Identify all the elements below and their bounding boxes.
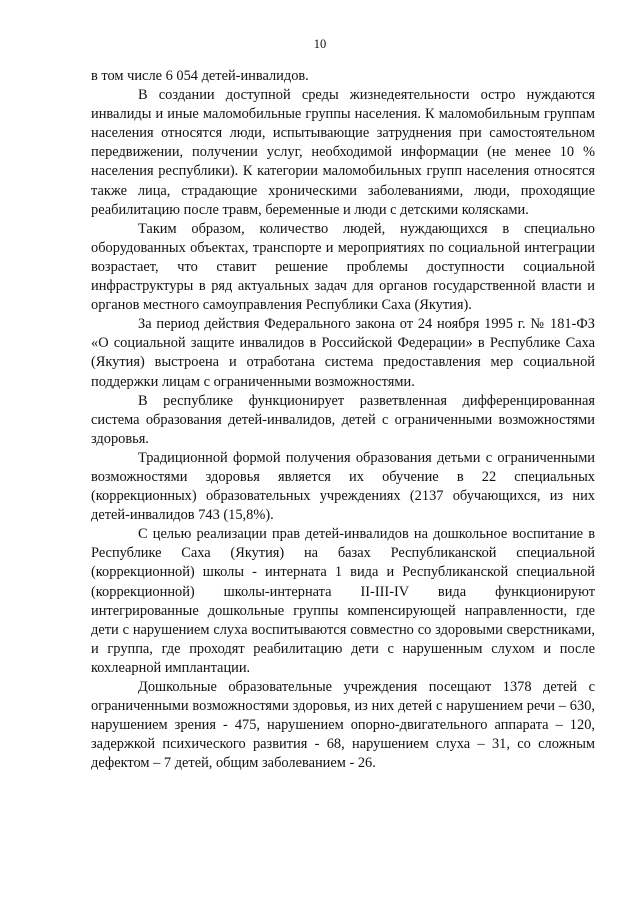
paragraph-special-schools: Традиционной формой получения образования детьми с ограниченными возможностями здоровья является их обучение в 22 специальных (коррекционных) образовательных учреждениях (2137 обучающихся, из них детей-инвалидов 743 (15,8%). — [91, 449, 595, 524]
paragraph-preschool-statistics: Дошкольные образовательные учреждения посещают 1378 детей с ограниченными возможностями здоровья, из них детей с нарушением речи – 630, нарушением зрения - 475, нарушением опорно-двигательного аппарата – 120, задержкой психического развития - 68, нарушением слуха – 31, со сложным дефектом – 7 детей, общим заболеванием - 26. — [91, 679, 595, 772]
paragraph-education-system: В республике функционирует разветвленная дифференцированная система образования детей-инвалидов, детей с ограниченными возможностями здоровья. — [91, 392, 595, 447]
document-body — [91, 67, 595, 773]
paragraph-preschool-groups: С целью реализации прав детей-инвалидов на дошкольное воспитание в Республике Саха (Якутия) на базах Республиканской специальной (коррекционной) школы - интерната 1 вида и Республиканской специальной (коррекционной) школы-интерната II-III-IV вида функционируют интегрированные дошкольные группы компенсирующей направленности, где дети с нарушением слуха воспитываются совместно со здоровыми сверстниками, и группа, где проходят реабилитацию дети с нарушенным слухом и после кохлеарной имплантации. — [91, 526, 595, 676]
paragraph-continuation: в том числе 6 054 детей-инвалидов. — [91, 68, 309, 84]
page-number: 10 — [313, 37, 327, 51]
paragraph-social-integration: Таким образом, количество людей, нуждающихся в специально оборудованных объектах, транспорте и мероприятиях по социальной интеграции возрастает, что ставит решение проблемы доступности социальной инфраструктуры в ряд актуальных задач для органов государственной власти и органов местного самоуправления Республики Саха (Якутия). — [91, 220, 595, 314]
paragraph-federal-law: За период действия Федерального закона от 24 ноября 1995 г. № 181-ФЗ «О социальной защите инвалидов в Российской Федерации» в Республике Саха (Якутия) выстроена и отработана система предоставления мер социальной поддержки лицам с ограниченными возможностями. — [91, 316, 595, 390]
paragraph-accessible-environment: В создании доступной среды жизнедеятельности остро нуждаются инвалиды и иные маломобильные группы населения. К маломобильным группам населения относятся люди, испытывающие затруднения при самостоятельном передвижении, получении услуг, необходимой информации (не менее 10 % населения республики). К категории маломобильных групп населения относятся также лица, страдающие хроническими заболеваниями, люди, проходящие реабилитацию после травм, беременные и люди с детскими колясками. — [91, 87, 595, 218]
